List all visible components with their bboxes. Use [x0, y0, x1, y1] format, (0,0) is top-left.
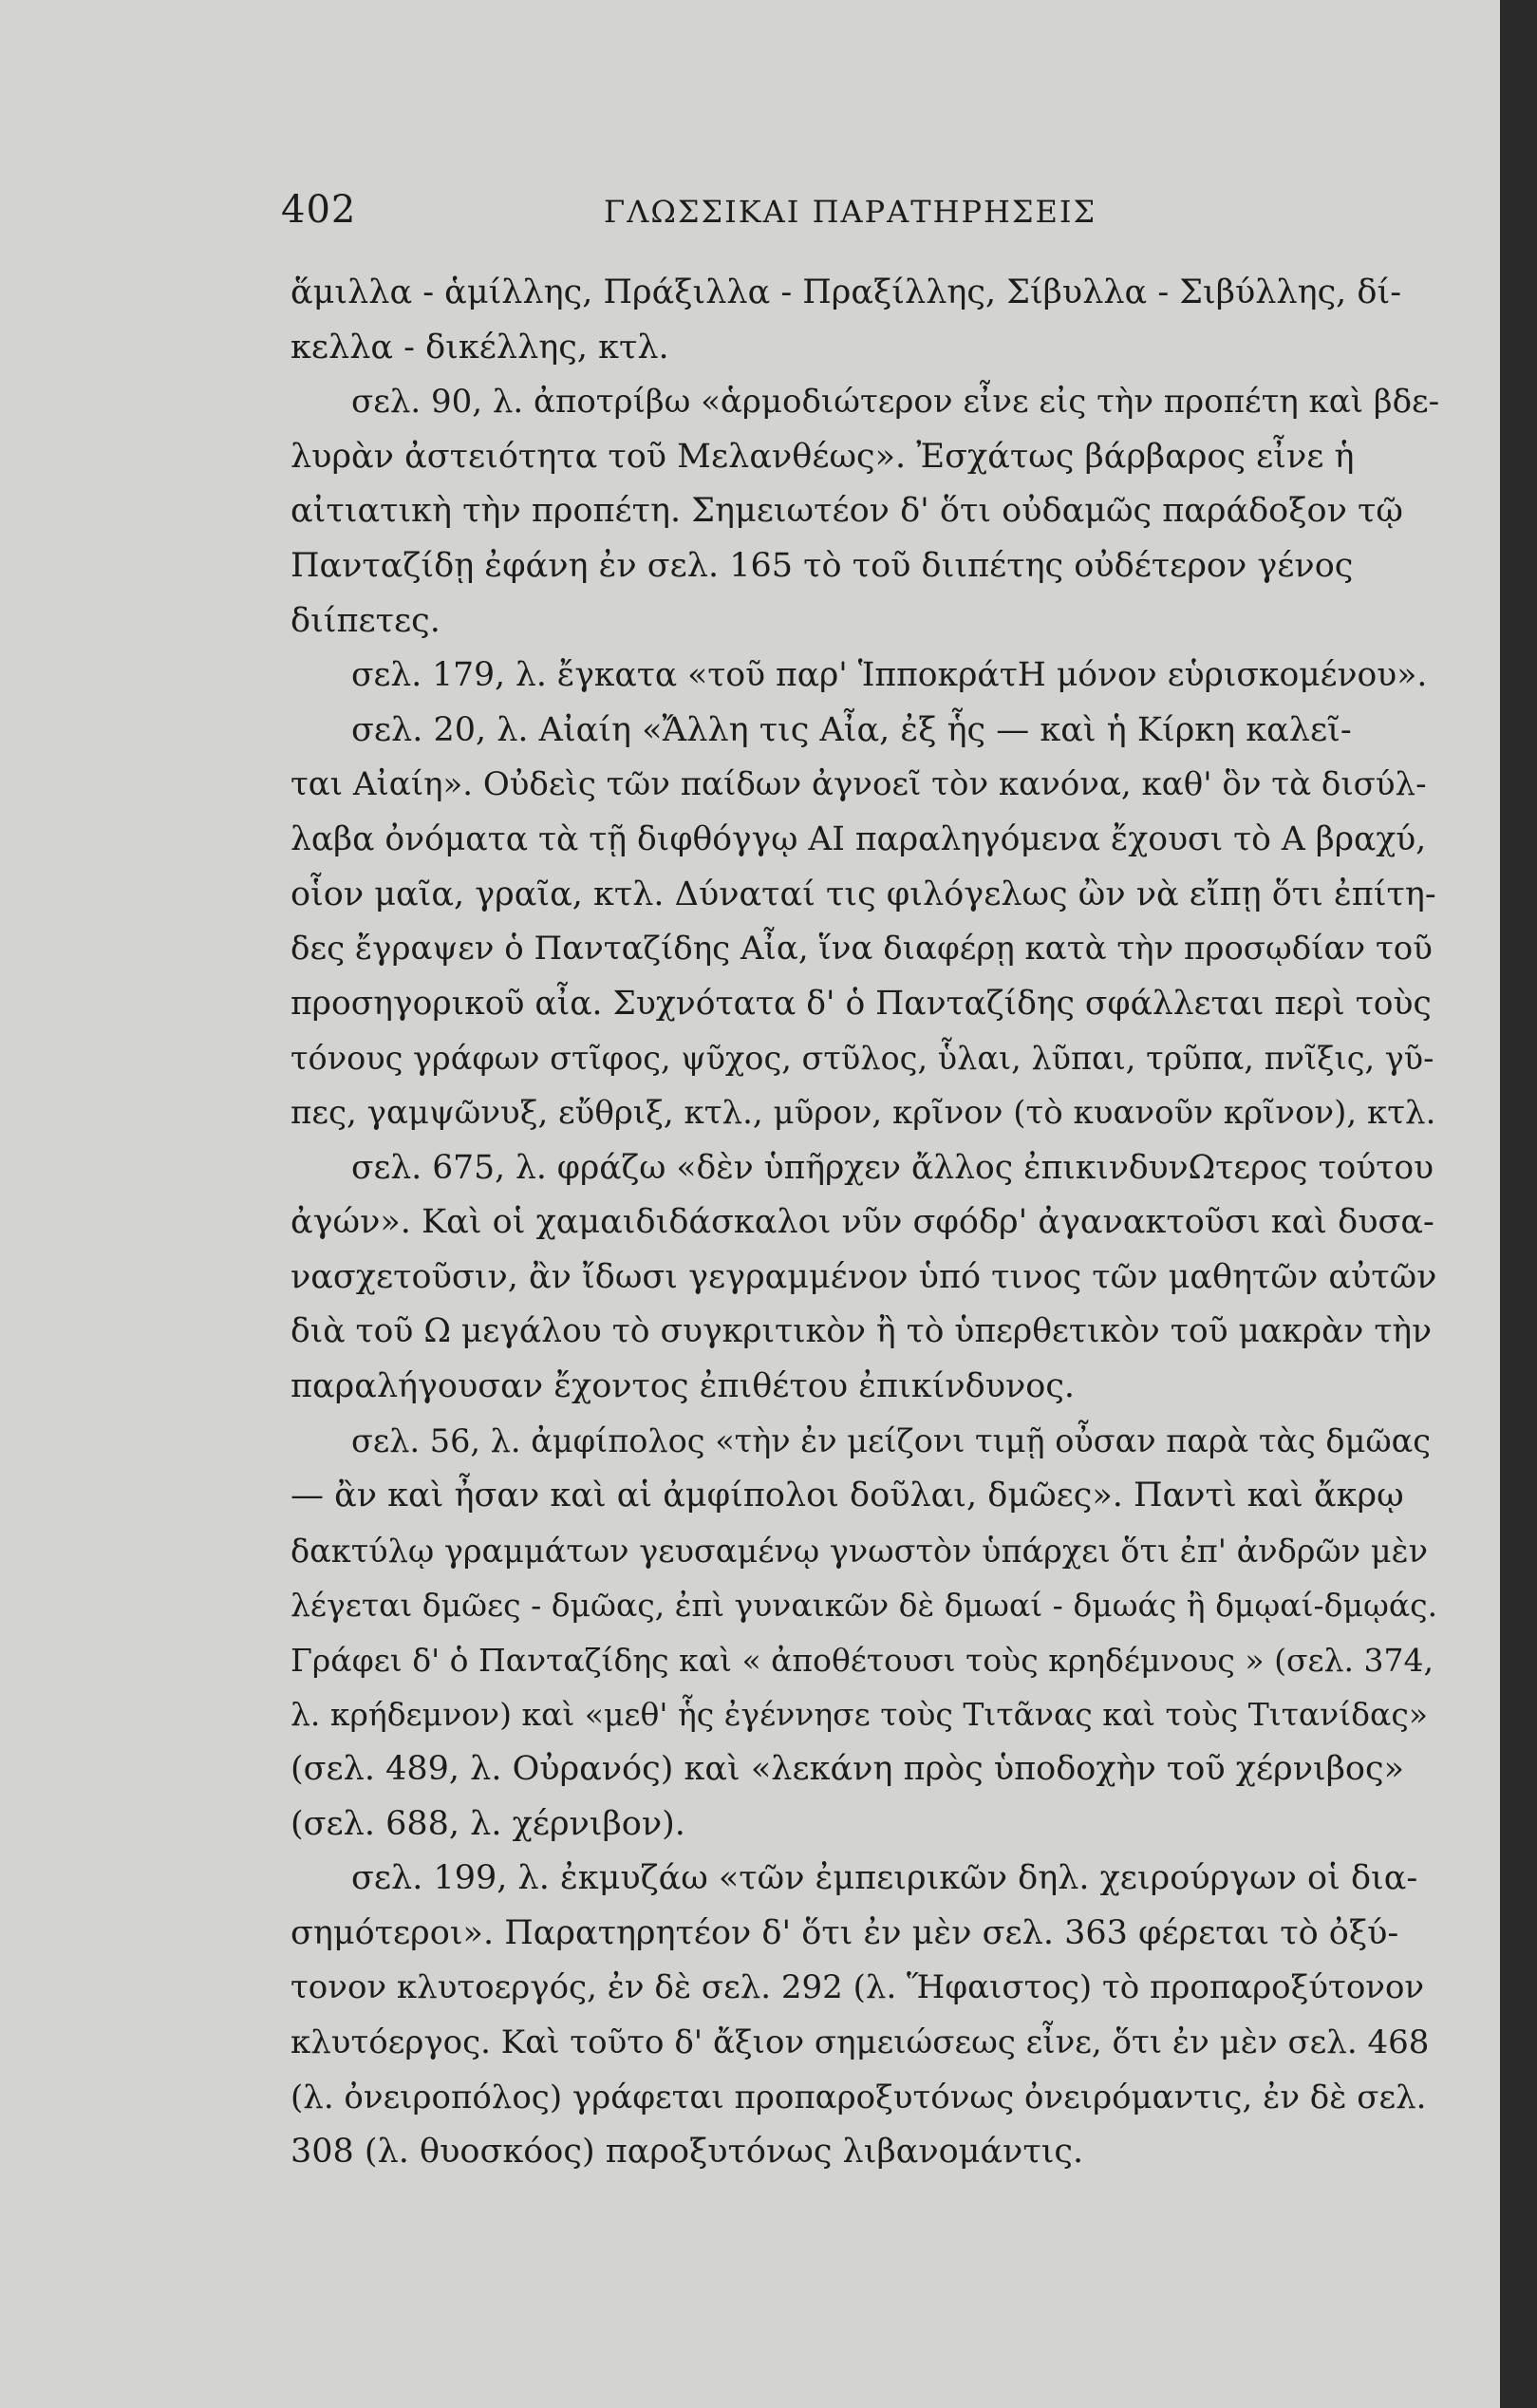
text-line: — ἂν καὶ ἦσαν καὶ αἱ ἀμφίπολοι δοῦλαι, δμῶες». Παντὶ καὶ ἄκρῳ — [291, 1477, 1404, 1515]
text-line: σελ. 199, λ. ἐκμυζάω «τῶν ἐμπειρικῶν δηλ. χειρούργων οἱ δια- — [351, 1859, 1418, 1898]
text-line: αἰτιατικὴ τὴν προπέτη. Σημειωτέον δ' ὅτι οὐδαμῶς παράδοξον τῷ — [291, 492, 1403, 531]
text-line: ἅμιλλα - ἁμίλλης, Πράξιλλα - Πραξίλλης, Σίβυλλα - Σιβύλλης, δί- — [291, 273, 1402, 311]
text-line: σελ. 675, λ. φράζω «δὲν ὑπῆρχεν ἄλλος ἐπικινδυνΩτερος τούτου — [351, 1148, 1434, 1187]
text-line: κλυτόεργος. Καὶ τοῦτο δ' ἄξιον σημειώσεως εἶνε, ὅτι ἐν μὲν σελ. 468 — [291, 2023, 1430, 2061]
text-line: σελ. 56, λ. ἀμφίπολος «τὴν ἐν μείζονι τιμῇ οὖσαν παρὰ τὰς δμῶας — [351, 1422, 1432, 1460]
text-line: σελ. 20, λ. Αἰαίη «Ἄλλη τις Αἶα, ἐξ ἧς — καὶ ἡ Κίρκη καλεῖ- — [351, 710, 1352, 749]
text-line: οἷον μαῖα, γραῖα, κτλ. Δύναταί τις φιλόγελως ὢν νὰ εἴπῃ ὅτι ἐπίτη- — [291, 875, 1436, 913]
text-line: διίπετες. — [291, 601, 440, 640]
text-line: διὰ τοῦ Ω μεγάλου τὸ συγκριτικὸν ἢ τὸ ὑπερθετικὸν τοῦ μακρὰν τὴν — [291, 1312, 1433, 1351]
text-line: λέγεται δμῶες - δμῶας, ἐπὶ γυναικῶν δὲ δμωαί - δμωάς ἢ δμῳαί-δμῳάς. — [291, 1587, 1438, 1625]
text-line: (λ. ὀνειροπόλος) γράφεται προπαροξυτόνως ὀνειρόμαντις, ἐν δὲ σελ. — [291, 2078, 1427, 2116]
text-line: λυρὰν ἀστειότητα τοῦ Μελανθέως». Ἐσχάτως βάρβαρος εἶνε ἡ — [291, 437, 1355, 476]
text-line: λαβα ὀνόματα τὰ τῇ διφθόγγῳ ΑΙ παραληγόμενα ἔχουσι τὸ Α βραχύ, — [291, 819, 1427, 858]
text-line: (σελ. 688, λ. χέρνιβον). — [291, 1804, 685, 1843]
text-line: κελλα - δικέλλης, κτλ. — [291, 328, 669, 367]
text-line: σελ. 90, λ. ἀποτρίβω «ἁρμοδιώτερον εἶνε εἰς τὴν προπέτη καὶ βδε- — [351, 383, 1439, 422]
text-line: δακτύλῳ γραμμάτων γευσαμένῳ γνωστὸν ὑπάρχει ὅτι ἐπ' ἀνδρῶν μὲν — [291, 1532, 1428, 1570]
text-line: ἀγών». Καὶ οἱ χαμαιδιδάσκαλοι νῦν σφόδρ' ἀγανακτοῦσι καὶ δυσα- — [291, 1203, 1434, 1242]
text-line: (σελ. 489, λ. Οὐρανός) καὶ «λεκάνη πρὸς ὑποδοχὴν τοῦ χέρνιβος» — [291, 1750, 1405, 1789]
running-title: ΓΛΩΣΣΙΚΑΙ ΠΑΡΑΤΗΡΗΣΕΙΣ — [604, 194, 1097, 230]
text-line: προσηγορικοῦ αἶα. Συχνότατα δ' ὁ Πανταζίδης σφάλλεται περὶ τοὺς — [291, 984, 1432, 1023]
text-line: Γράφει δ' ὁ Πανταζίδης καὶ « ἀποθέτουσι τοὺς κρηδέμνους » (σελ. 374, — [291, 1641, 1434, 1679]
text-line: 308 (λ. θυοσκόος) παροξυτόνως λιβανομάντις. — [291, 2133, 1084, 2172]
text-line: τόνους γράφων στῖφος, ψῦχος, στῦλος, ὗλαι, λῦπαι, τρῦπα, πνῖξις, γῦ- — [291, 1040, 1434, 1078]
page-edge-shadow — [1500, 0, 1537, 2408]
text-line: δες ἔγραψεν ὁ Πανταζίδης Αἶα, ἵνα διαφέρῃ κατὰ τὴν προσῳδίαν τοῦ — [291, 930, 1433, 969]
text-line: σελ. 179, λ. ἔγκατα «τοῦ παρ' ἹπποκράτΗ μόνον εὑρισκομένου». — [351, 656, 1428, 695]
text-line: σημότεροι». Παρατηρητέον δ' ὅτι ἐν μὲν σελ. 363 φέρεται τὸ ὀξύ- — [291, 1913, 1399, 1952]
text-line: τονον κλυτοεργός, ἐν δὲ σελ. 292 (λ. Ἥφαιστος) τὸ προπαροξύτονον — [291, 1968, 1425, 2007]
text-line: ται Αἰαίη». Οὐδεὶς τῶν παίδων ἀγνοεῖ τὸν κανόνα, καθ' ὃν τὰ δισύλ- — [291, 765, 1427, 804]
text-line: Πανταζίδῃ ἐφάνη ἐν σελ. 165 τὸ τοῦ διιπέτης οὐδέτερον γένος — [291, 546, 1354, 585]
text-line: παραλήγουσαν ἔχοντος ἐπιθέτου ἐπικίνδυνος. — [291, 1366, 1076, 1405]
text-line: νασχετοῦσιν, ἂν ἴδωσι γεγραμμένον ὑπό τινος τῶν μαθητῶν αὐτῶν — [291, 1257, 1437, 1296]
text-line: λ. κρήδεμνον) καὶ «μεθ' ἧς ἐγέννησε τοὺς Τιτᾶνας καὶ τοὺς Τιτανίδας» — [291, 1696, 1429, 1734]
body-text — [291, 266, 1439, 2180]
page-number: 402 — [281, 188, 357, 232]
text-line: πες, γαμψῶνυξ, εὔθριξ, κτλ., μῦρον, κρῖνον (τὸ κυανοῦν κρῖνον), κτλ. — [291, 1093, 1436, 1132]
page-header — [281, 188, 1287, 245]
